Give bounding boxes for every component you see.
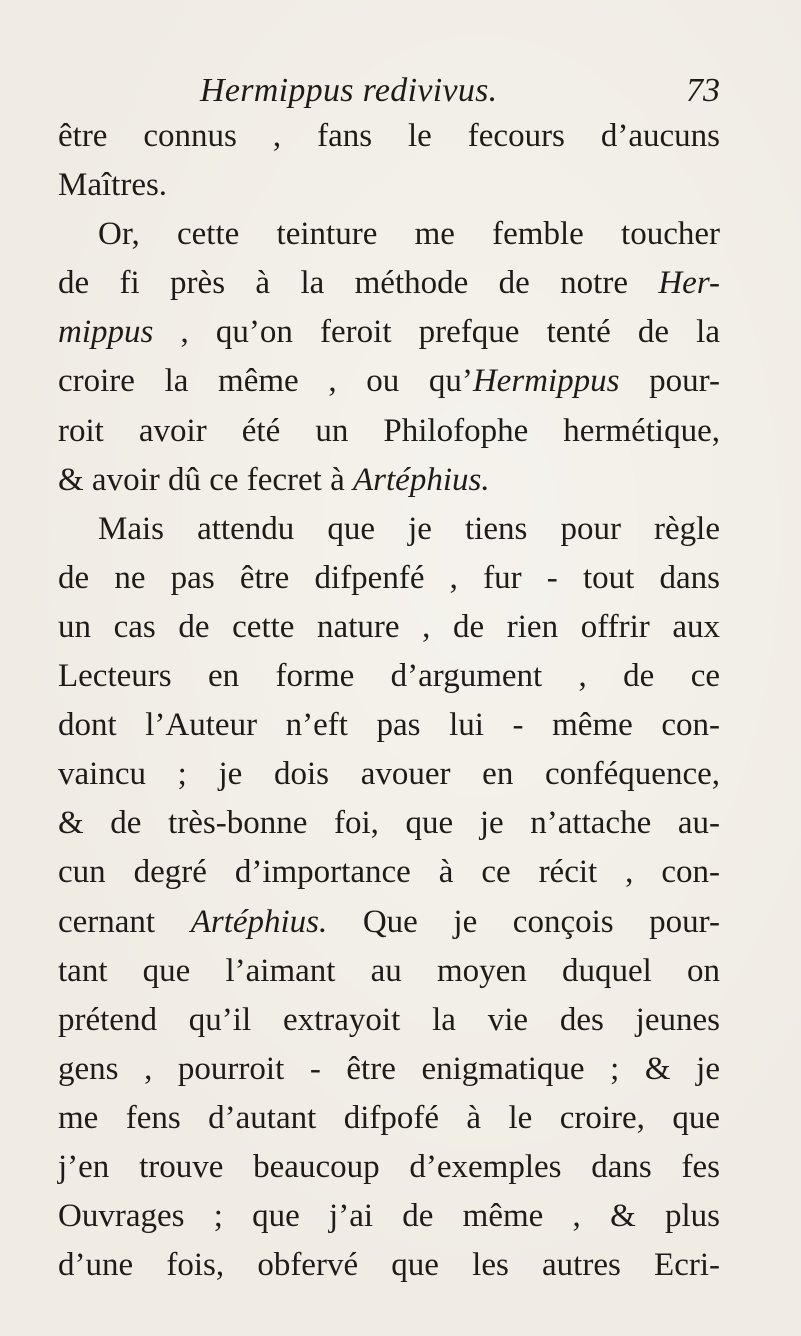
italic-text: Artéphius. [353,461,490,498]
italic-text: Her- [658,265,720,302]
text-segment: dont l’Auteur n’eft pas lui - même con- [58,707,720,744]
italic-text: Hermippus [472,363,620,400]
text-segment: gens , pourroit - être enigmatique ; & je [58,1050,720,1087]
text-segment: Ouvrages ; que j’ai de même , & plus [58,1198,720,1235]
text-segment: être connus , fans le fecours d’aucuns [58,118,720,154]
text-line [58,898,720,947]
text-segment: & de très-bonne foi, que je n’attache au- [58,805,720,842]
text-line [58,1241,720,1290]
text-line [58,554,720,603]
text-segment: & avoir dû ce fecret à [58,461,354,498]
text-line [58,210,720,259]
text-segment: j’en trouve beaucoup d’exemples dans fes [58,1148,720,1185]
text-line [58,947,720,996]
text-line [58,259,720,308]
text-segment: prétend qu’il extrayoit la vie des jeunes [58,1001,720,1038]
text-line [58,357,720,406]
text-line [58,112,720,161]
text-segment: Mais attendu que je tiens pour règle [98,510,720,547]
text-segment: Que je conçois pour- [327,903,720,940]
text-segment: roit avoir été un Philofophe hermétique, [58,412,720,449]
text-segment: de fi près à la méthode de notre [58,265,659,302]
text-line [58,1094,720,1143]
text-line [58,848,720,897]
text-segment: Maîtres. [58,167,168,204]
text-segment: Lecteurs en forme d’argument , de ce [58,658,720,695]
text-line [58,799,720,848]
text-segment: tant que l’aimant au moyen duquel on [58,952,720,989]
text-segment: vaincu ; je dois avouer en conféquence, [58,756,720,793]
text-line [58,652,720,701]
text-line [58,161,720,210]
body-text [58,112,720,1290]
text-line [58,505,720,554]
text-segment: un cas de cette nature , de rien offrir aux [58,608,720,645]
text-line [58,308,720,357]
text-line [58,750,720,799]
italic-text: Artéphius. [190,903,328,940]
text-line [58,701,720,750]
page-header [200,72,720,116]
text-line [58,603,720,652]
text-segment: cernant [58,903,191,940]
text-segment: pour- [619,363,720,400]
text-line [58,1192,720,1241]
text-segment: cun degré d’importance à ce récit , con- [58,854,720,891]
text-line [58,407,720,456]
text-line [58,1045,720,1094]
text-segment: d’une fois, obfervé que les autres Ecri- [58,1247,720,1284]
running-title: Hermippus redivivus. [200,72,498,109]
text-line [58,456,720,505]
text-segment: me fens d’autant difpofé à le croire, que [58,1099,720,1136]
text-segment: , qu’on feroit prefque tenté de la [153,314,720,351]
text-segment: croire la même , ou qu’ [58,363,473,400]
text-segment: Or, cette teinture me femble toucher [98,216,720,253]
text-line [58,996,720,1045]
italic-text: mippus [58,314,154,351]
page-number: 73 [686,72,720,109]
text-segment: de ne pas être difpenfé , fur - tout dans [58,559,720,596]
text-line [58,1143,720,1192]
